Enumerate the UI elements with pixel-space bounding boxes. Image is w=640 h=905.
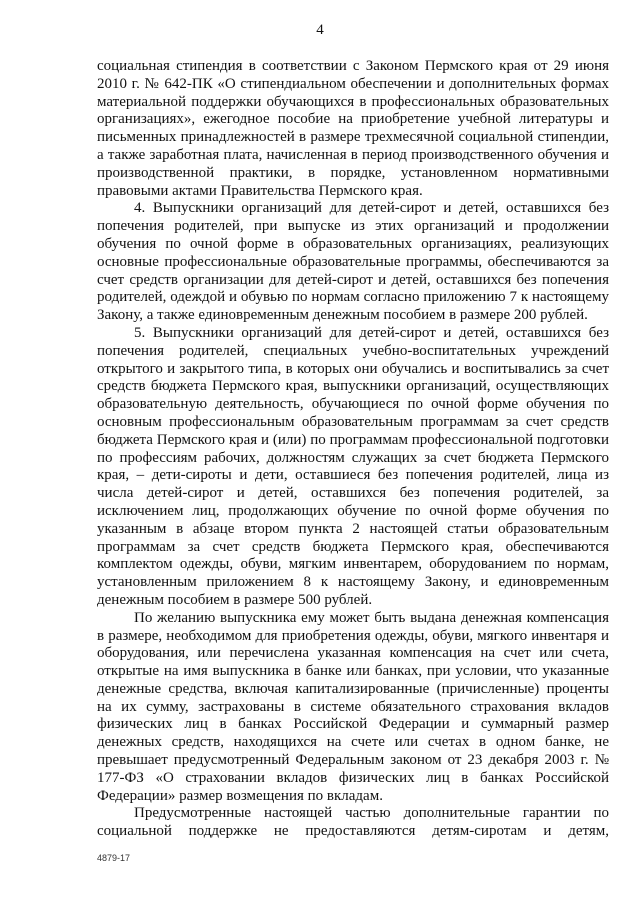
document-code: 4879-17 bbox=[97, 853, 131, 863]
paragraph-item-5: 5. Выпускники организаций для детей-сирот и детей, оставшихся без попечения родителей, специальных учебно-воспитательных учреждений открытого и закрытого типа, в которых они обучались и воспитывались за счет средств бюджета Пермского края, выпускники организаций, осуществляющих образовательную деятельность, обучающиеся по очной форме обучения по основным профессиональным образовательным программам за счет средств бюджета Пермского края и (или) по программам профессиональной подготовки по профессиям рабочих, должностям служащих за счет бюджета Пермского края, – дети-сироты и дети, оставшиеся без попечения родителей, лица из числа детей-сирот и детей, оставшихся без попечения родителей, за исключением лиц, продолжающих обучение по очной форме обучения по указанным в абзаце втором пункта 2 настоящей статьи образовательным программам за счет средств бюджета Пермского края, обеспечиваются комплектом одежды, обуви, мягким инвентарем, оборудованием по нормам, установленным приложением 8 к настоящему Закону, и единовременным денежным пособием в размере 500 рублей. bbox=[97, 324, 609, 608]
paragraph-additional-guarantees: Предусмотренные настоящей частью дополнительные гарантии по социальной поддержке не предоставляются детям-сиротам и детям, bbox=[97, 805, 609, 840]
paragraph-stipend-continuation: социальная стипендия в соответствии с Законом Пермского края от 29 июня 2010 г. № 642-ПК «О стипендиальном обеспечении и дополнительных формах материальной поддержки обучающихся в профессиональных образовательных организациях», ежегодное пособие на приобретение учебной литературы и письменных принадлежностей в размере трехмесячной социальной стипендии, а также заработная плата, начисленная в период производственного обучения и производственной практики, в порядке, установленном нормативными правовыми актами Правительства Пермского края. bbox=[97, 58, 609, 199]
paragraph-item-4: 4. Выпускники организаций для детей-сирот и детей, оставшихся без попечения родителей, при выпуске из этих организаций и продолжении обучения по очной форме в образовательных организациях, реализующих основные профессиональные образовательные программы, обеспечиваются за счет средств организации для детей-сирот и детей, оставшихся без попечения родителей, одеждой и обувью по нормам согласно приложению 7 к настоящему Закону, а также единовременным денежным пособием в размере 200 рублей. bbox=[97, 200, 609, 324]
paragraph-compensation: По желанию выпускника ему может быть выдана денежная компенсация в размере, необходимом для приобретения одежды, обуви, мягкого инвентаря и оборудования, или перечислена указанная компенсация на счет или счета, открытые на имя выпускника в банке или банках, при условии, что указанные денежные средства, включая капитализированные (причисленные) проценты на их сумму, застрахованы в системе обязательного страхования вкладов физических лиц в банках Российской Федерации и суммарный размер денежных средств, находящихся на счете или счетах в одном банке, не превышает предусмотренный Федеральным законом от 23 декабря 2003 г. № 177-ФЗ «О страховании вкладов физических лиц в банках Российской Федерации» размер возмещения по вкладам. bbox=[97, 609, 609, 804]
document-body bbox=[97, 58, 609, 841]
page-number: 4 bbox=[316, 22, 324, 38]
